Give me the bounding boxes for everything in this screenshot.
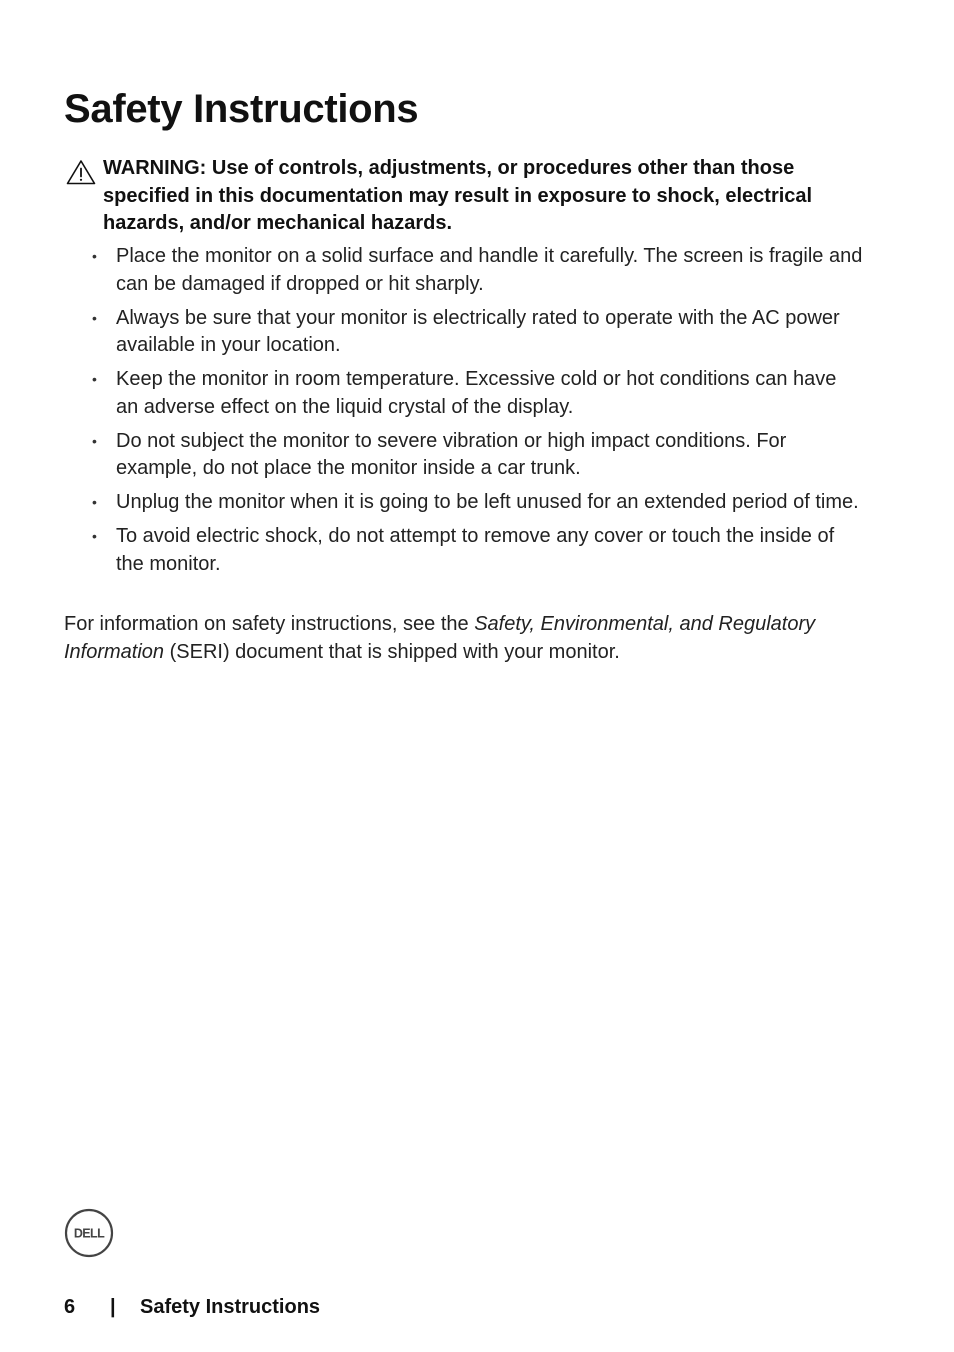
list-item <box>64 489 864 517</box>
dell-logo-text: DELL <box>73 1226 105 1241</box>
page-footer <box>64 1293 320 1321</box>
list-item <box>64 366 864 421</box>
warning-text: WARNING: Use of controls, adjustments, or procedures other than those specified in this documentation may result in exposure to shock, electrical hazards, and/or mechanical hazards. <box>103 157 813 234</box>
warning-notice <box>64 155 864 238</box>
list-item-text: To avoid electric shock, do not attempt to remove any cover or touch the inside of the monitor. <box>116 525 835 575</box>
list-item <box>64 305 864 360</box>
seri-document-title: Safety, Environmental, and Regulatory Information <box>64 613 816 663</box>
page-title: Safety Instructions <box>64 87 419 131</box>
bullet-icon: • <box>92 528 97 544</box>
bullet-icon: • <box>92 494 97 510</box>
warning-triangle-icon <box>66 159 96 185</box>
bullet-icon: • <box>92 432 97 449</box>
list-item <box>64 428 864 483</box>
list-item-text: Place the monitor on a solid surface and handle it carefully. The screen is fragile and can be damaged if dropped or hit sharply. <box>116 245 863 295</box>
dell-logo-icon <box>64 1208 114 1258</box>
footer-section-title: Safety Instructions <box>140 1296 321 1318</box>
bullet-icon: • <box>92 248 97 264</box>
list-item-text: Always be sure that your monitor is electrically rated to operate with the AC power available in your location. <box>116 306 840 356</box>
footer-separator: | <box>110 1296 116 1318</box>
page-number: 6 <box>64 1296 76 1318</box>
list-item-text: Unplug the monitor when it is going to be left unused for an extended period of time. <box>116 491 859 513</box>
seri-info-paragraph <box>64 611 874 666</box>
list-item-text: Do not subject the monitor to severe vibration or high impact conditions. For example, do not place the monitor inside a car trunk. <box>116 429 787 479</box>
list-item <box>64 243 864 298</box>
seri-info-suffix: (SERI) document that is shipped with your monitor. <box>164 640 620 663</box>
bullet-icon: • <box>92 371 97 387</box>
safety-bullet-list <box>64 243 864 585</box>
seri-info-prefix: For information on safety instructions, see the <box>64 613 475 635</box>
list-item-text: Keep the monitor in room temperature. Excessive cold or hot conditions can have an adverse effect on the liquid crystal of the display. <box>116 368 837 418</box>
bullet-icon: • <box>92 309 97 326</box>
list-item <box>64 523 864 578</box>
